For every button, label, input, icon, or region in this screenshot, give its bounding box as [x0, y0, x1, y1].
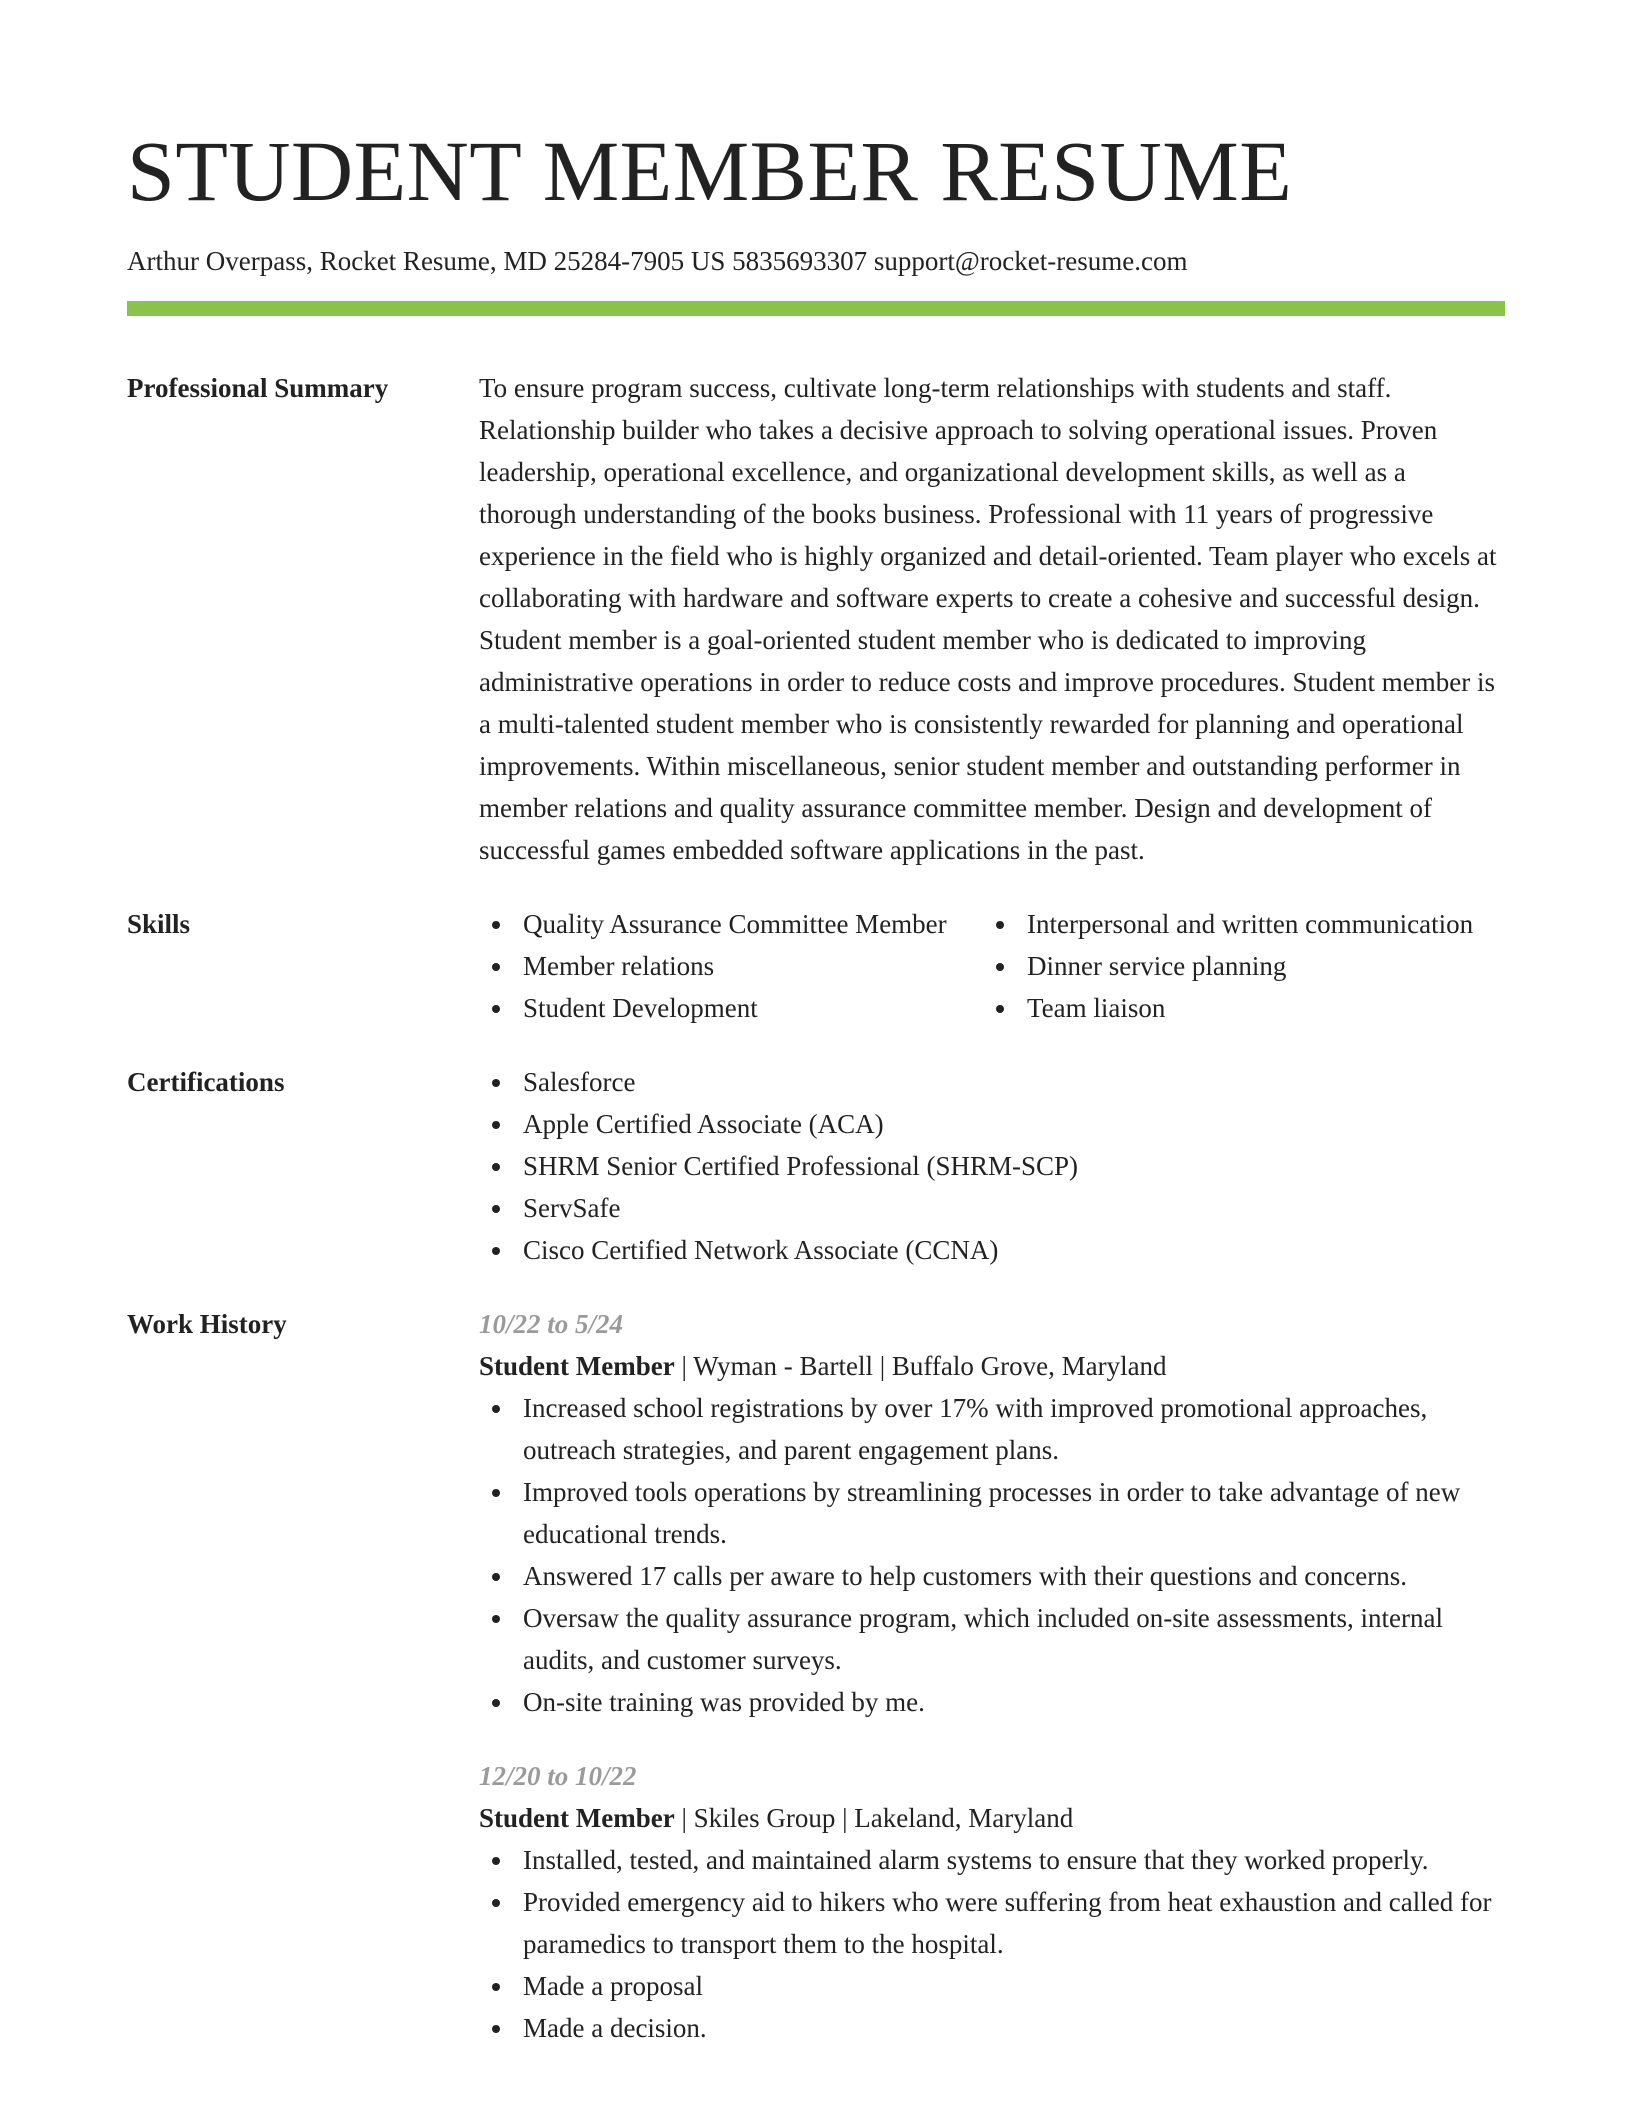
- certification-item: SHRM Senior Certified Professional (SHRM-SCP): [479, 1145, 1505, 1187]
- skills-list-left: [479, 903, 983, 1029]
- skills-section: [127, 903, 1505, 1029]
- skill-item: Student Development: [479, 987, 983, 1029]
- certification-item: ServSafe: [479, 1187, 1505, 1229]
- job-entry: [479, 1303, 1505, 1723]
- job-title: Student Member: [479, 1803, 675, 1833]
- work-history-body: [479, 1303, 1505, 2049]
- section-label-summary: Professional Summary: [127, 373, 389, 403]
- summary-section: [127, 367, 1505, 871]
- skills-list-right: [983, 903, 1505, 1029]
- summary-text: To ensure program success, cultivate long-term relationships with students and staff. Relationship builder who takes a decisive approach to solving operational issues. Proven leadership, operational excellence, and organizational development skills, as well as a thorough understanding of the books business. Professional with 11 years of progressive experience in the field who is highly organized and detail-oriented. Team player who excels at collaborating with hardware and software experts to create a cohesive and successful design. Student member is a goal-oriented student member who is dedicated to improving administrative operations in order to reduce costs and improve procedures. Student member is a multi-talented student member who is consistently rewarded for planning and operational improvements. Within miscellaneous, senior student member and outstanding performer in member relations and quality assurance committee member. Design and development of successful games embedded software applications in the past.: [479, 373, 1497, 865]
- certifications-body: [479, 1061, 1505, 1271]
- skill-item: Team liaison: [983, 987, 1505, 1029]
- job-employer-location: | Wyman - Bartell | Buffalo Grove, Maryland: [674, 1351, 1167, 1381]
- certification-item: Apple Certified Associate (ACA): [479, 1103, 1505, 1145]
- job-heading: [479, 1345, 1505, 1387]
- section-label-skills: Skills: [127, 909, 191, 939]
- job-duty-item: On-site training was provided by me.: [479, 1681, 1505, 1723]
- section-label-work-history: Work History: [127, 1309, 287, 1339]
- skill-item: Quality Assurance Committee Member: [479, 903, 983, 945]
- job-duty-item: Made a proposal: [479, 1965, 1505, 2007]
- job-employer-location: | Skiles Group | Lakeland, Maryland: [674, 1803, 1074, 1833]
- job-duties-list: [479, 1839, 1505, 2049]
- job-duties-list: [479, 1387, 1505, 1723]
- skill-item: Dinner service planning: [983, 945, 1505, 987]
- resume-title: STUDENT MEMBER RESUME: [127, 123, 1293, 219]
- job-duty-item: Answered 17 calls per aware to help customers with their questions and concerns.: [479, 1555, 1505, 1597]
- job-duty-item: Provided emergency aid to hikers who were suffering from heat exhaustion and called for paramedics to transport them to the hospital.: [479, 1881, 1505, 1965]
- job-duty-item: Installed, tested, and maintained alarm systems to ensure that they worked properly.: [479, 1839, 1505, 1881]
- job-title: Student Member: [479, 1351, 675, 1381]
- work-history-section: [127, 1303, 1505, 2049]
- contact-line: Arthur Overpass, Rocket Resume, MD 25284-7905 US 5835693307 support@rocket-resume.com: [127, 246, 1188, 276]
- certification-item: Cisco Certified Network Associate (CCNA): [479, 1229, 1505, 1271]
- job-duty-item: Made a decision.: [479, 2007, 1505, 2049]
- job-heading: [479, 1797, 1505, 1839]
- job-duty-item: Improved tools operations by streamlining processes in order to take advantage of new educational trends.: [479, 1471, 1505, 1555]
- job-dates: 10/22 to 5/24: [479, 1309, 624, 1339]
- section-label-certifications: Certifications: [127, 1067, 285, 1097]
- skill-item: Interpersonal and written communication: [983, 903, 1505, 945]
- job-dates: 12/20 to 10/22: [479, 1761, 637, 1791]
- accent-divider: [127, 301, 1505, 316]
- skill-item: Member relations: [479, 945, 983, 987]
- job-duty-item: Oversaw the quality assurance program, which included on-site assessments, internal audits, and customer surveys.: [479, 1597, 1505, 1681]
- job-entry: [479, 1755, 1505, 2049]
- certifications-section: [127, 1061, 1505, 1271]
- certifications-list: [479, 1061, 1505, 1271]
- job-duty-item: Increased school registrations by over 17% with improved promotional approaches, outreach strategies, and parent engagement plans.: [479, 1387, 1505, 1471]
- certification-item: Salesforce: [479, 1061, 1505, 1103]
- skills-grid: [479, 903, 1505, 1029]
